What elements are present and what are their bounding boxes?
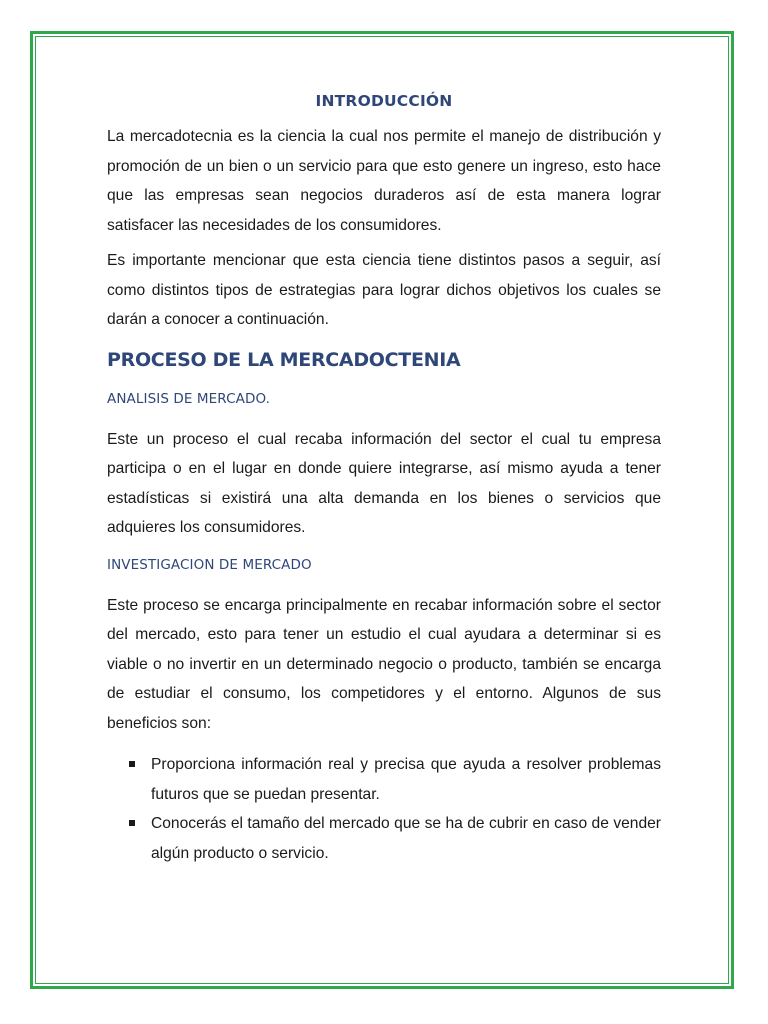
section-heading: PROCESO DE LA MERCADOCTENIA: [107, 348, 461, 371]
benefits-list: [107, 750, 661, 868]
benefit-text-1: Proporciona información real y precisa que ayuda a resolver problemas futuros que se puedan presentar.: [151, 756, 661, 803]
list-item: [151, 809, 661, 868]
intro-paragraph-1: La mercadotecnia es la ciencia la cual nos permite el manejo de distribución y promoción de un bien o un servicio para que esto genere un ingreso, esto hace que las empresas sean negocios duraderos así de esta manera lograr satisfacer las necesidades de los consumidores.: [107, 128, 661, 234]
square-bullet-icon: [129, 820, 135, 826]
benefit-text-2: Conocerás el tamaño del mercado que se ha de cubrir en caso de vender algún producto o servicio.: [151, 815, 661, 862]
intro-paragraph-2: Es importante mencionar que esta ciencia tiene distintos pasos a seguir, así como distintos tipos de estrategias para lograr dichos objetivos los cuales se darán a conocer a continuación.: [107, 252, 661, 328]
subsection-heading-analisis: ANALISIS DE MERCADO.: [107, 390, 271, 407]
square-bullet-icon: [129, 761, 135, 767]
list-item: [151, 750, 661, 809]
subsection-heading-investigacion: INVESTIGACION DE MERCADO: [107, 556, 312, 573]
subsection-paragraph-analisis: Este un proceso el cual recaba información del sector el cual tu empresa participa o en el lugar en donde quiere integrarse, así mismo ayuda a tener estadísticas si existirá una alta demanda en los bienes o servicios que adquieres los consumidores.: [107, 430, 661, 536]
document-content: [107, 92, 661, 868]
document-title: INTRODUCCIÓN: [315, 92, 453, 110]
subsection-paragraph-investigacion: Este proceso se encarga principalmente en recabar información sobre el sector del mercado, esto para tener un estudio el cual ayudara a determinar si es viable o no invertir en un determinado negocio o producto, también se encarga de estudiar el consumo, los competidores y el entorno. Algunos de sus beneficios son:: [107, 596, 661, 732]
